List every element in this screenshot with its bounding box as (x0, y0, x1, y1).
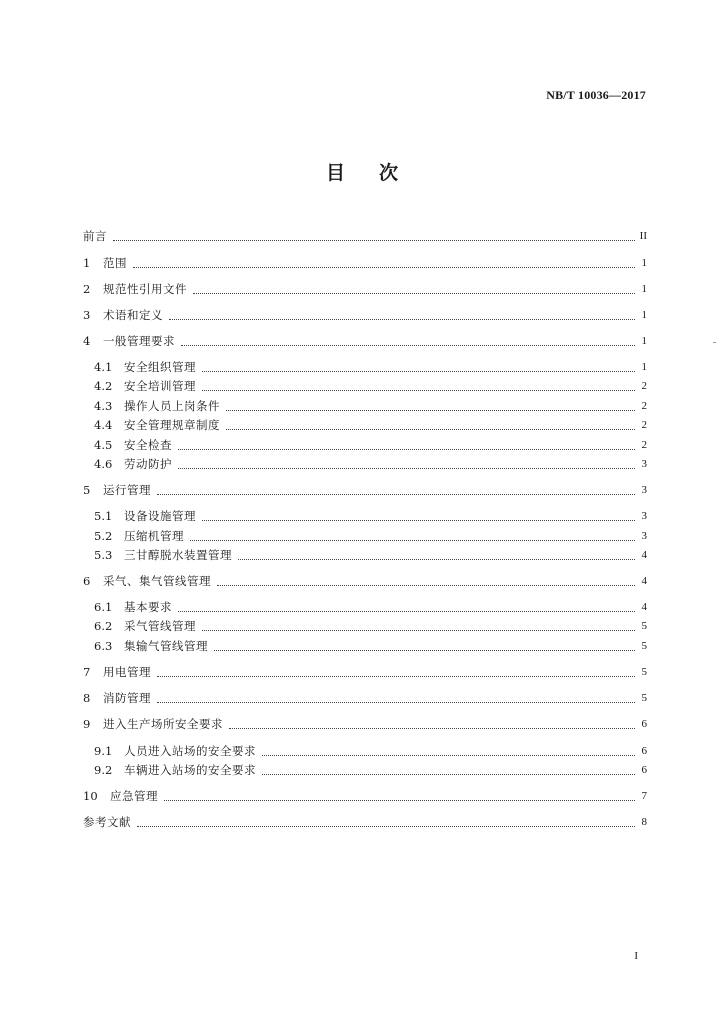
toc-leader-dots (262, 755, 635, 756)
toc-leader-dots (226, 410, 635, 411)
toc-entry-4-5[interactable] (94, 437, 647, 453)
toc-entry-6-2[interactable] (94, 618, 647, 634)
toc-entry-8[interactable] (83, 690, 647, 706)
toc-leader-dots (226, 429, 635, 430)
toc-entry-label: 采气、集气管线管理 (103, 574, 211, 588)
toc-entry-page: 2 (641, 439, 647, 451)
toc-entry-label: 范围 (103, 256, 127, 270)
toc-leader-dots (202, 371, 635, 372)
toc-leader-dots (217, 585, 635, 586)
toc-entry-page: 5 (641, 640, 647, 652)
toc-entry-6-3[interactable] (94, 638, 647, 654)
toc-entry-number: 4.1 (94, 360, 113, 374)
toc-leader-dots (164, 800, 635, 801)
toc-entry-page: 2 (641, 380, 647, 392)
toc-entry-page: 5 (641, 692, 647, 704)
toc-entry-label: 人员进入站场的安全要求 (124, 744, 256, 758)
toc-entry-label: 参考文献 (83, 815, 131, 829)
toc-entry-6[interactable] (83, 573, 647, 589)
toc-entry-page: 1 (641, 335, 647, 347)
toc-entry-label: 压缩机管理 (124, 529, 184, 543)
standard-number: NB/T 10036—2017 (546, 88, 646, 102)
toc-leader-dots (113, 240, 635, 241)
toc-entry-3[interactable] (83, 307, 647, 323)
toc-entry-page: II (639, 230, 647, 242)
toc-entry-label: 用电管理 (103, 665, 151, 679)
toc-entry-1[interactable] (83, 255, 647, 271)
toc-leader-dots (229, 728, 635, 729)
toc-entry-4-4[interactable] (94, 417, 647, 433)
toc-entry-number: 4 (83, 334, 91, 348)
toc-entry-6-1[interactable] (94, 599, 647, 615)
toc-entry-page: 2 (641, 400, 647, 412)
toc-entry-number: 9 (83, 717, 91, 731)
toc-entry-label: 设备设施管理 (124, 509, 196, 523)
toc-entry-number: 5 (83, 483, 91, 497)
toc-entry-5[interactable] (83, 482, 647, 498)
toc-entry-label: 采气管线管理 (124, 619, 196, 633)
toc-entry-number: 6.1 (94, 600, 113, 614)
toc-entry-10[interactable] (83, 788, 647, 804)
toc-entry-4-2[interactable] (94, 378, 647, 394)
toc-leader-dots (157, 676, 635, 677)
toc-entry-number: 8 (83, 691, 91, 705)
toc-entry-page: 6 (641, 745, 647, 757)
toc-leader-dots (202, 390, 635, 391)
toc-entry-2[interactable] (83, 281, 647, 297)
toc-entry-page: 1 (641, 309, 647, 321)
toc-entry-page: 5 (641, 620, 647, 632)
toc-entry-label: 三甘醇脱水装置管理 (124, 548, 232, 562)
page-title-char-2: 次 (379, 162, 399, 184)
toc-entry-label: 规范性引用文件 (103, 282, 187, 296)
toc-leader-dots (214, 650, 635, 651)
toc-leader-dots (178, 468, 635, 469)
scan-mark (713, 342, 716, 343)
toc-entry-number: 5.1 (94, 509, 113, 523)
toc-entry-number: 4.5 (94, 438, 113, 452)
toc-leader-dots (137, 826, 635, 827)
toc-entry-label: 术语和定义 (103, 308, 163, 322)
toc-entry-number: 3 (83, 308, 91, 322)
toc-entry-4-1[interactable] (94, 359, 647, 375)
toc-entry-number: 5.2 (94, 529, 113, 543)
toc-entry-page: 2 (641, 419, 647, 431)
toc-leader-dots (169, 319, 635, 320)
toc-entry-label: 集输气管线管理 (124, 639, 208, 653)
toc-entry-number: 6.3 (94, 639, 113, 653)
toc-entry-label: 车辆进入站场的安全要求 (124, 763, 256, 777)
toc-leader-dots (262, 774, 635, 775)
toc-entry-label: 一般管理要求 (103, 334, 175, 348)
toc-entry-label: 消防管理 (103, 691, 151, 705)
toc-entry-page: 1 (641, 361, 647, 373)
toc-entry-5-2[interactable] (94, 528, 647, 544)
toc-entry-number: 7 (83, 665, 91, 679)
toc-entry-label: 前言 (83, 229, 107, 243)
toc-entry-4-3[interactable] (94, 398, 647, 414)
toc-leader-dots (157, 494, 635, 495)
toc-entry-number: 4.2 (94, 379, 113, 393)
toc-leader-dots (193, 293, 635, 294)
toc-entry-page: 6 (641, 764, 647, 776)
toc-entry-number: 9.2 (94, 763, 113, 777)
toc-entry-label: 应急管理 (110, 789, 158, 803)
toc-entry-number: 2 (83, 282, 91, 296)
toc-entry-page: 3 (641, 458, 647, 470)
toc-entry-page: 3 (641, 530, 647, 542)
toc-entry-page: 6 (641, 718, 647, 730)
toc-entry-7[interactable] (83, 664, 647, 680)
toc-leader-dots (202, 520, 635, 521)
toc-entry-bibliography[interactable] (83, 814, 647, 830)
page-title-char-1: 目 (325, 162, 345, 184)
toc-entry-label: 操作人员上岗条件 (124, 399, 220, 413)
toc-entry-label: 安全组织管理 (124, 360, 196, 374)
toc-leader-dots (133, 267, 635, 268)
toc-entry-number: 9.1 (94, 744, 113, 758)
toc-entry-label: 安全培训管理 (124, 379, 196, 393)
toc-entry-number: 6.2 (94, 619, 113, 633)
page-title (0, 158, 724, 185)
toc-leader-dots (181, 345, 635, 346)
toc-entry-4[interactable] (83, 333, 647, 349)
toc-entry-number: 1 (83, 256, 91, 270)
toc-leader-dots (178, 449, 635, 450)
toc-entry-label: 运行管理 (103, 483, 151, 497)
toc-entry-page: 8 (641, 816, 647, 828)
toc-entry-page: 7 (641, 790, 647, 802)
toc-entry-number: 5.3 (94, 548, 113, 562)
toc-entry-page: 3 (641, 484, 647, 496)
toc-entry-number: 4.6 (94, 457, 113, 471)
toc-entry-5-3[interactable] (94, 547, 647, 563)
toc-entry-page: 1 (641, 257, 647, 269)
toc-entry-page: 3 (641, 510, 647, 522)
toc-entry-preface[interactable] (83, 228, 647, 244)
page-number: I (634, 950, 638, 962)
toc-entry-page: 4 (641, 601, 647, 613)
toc-entry-page: 1 (641, 283, 647, 295)
toc-leader-dots (238, 559, 635, 560)
toc-leader-dots (178, 611, 635, 612)
toc-entry-page: 5 (641, 666, 647, 678)
toc-entry-label: 劳动防护 (124, 457, 172, 471)
toc-entry-number: 10 (83, 789, 98, 803)
toc-entry-label: 进入生产场所安全要求 (103, 717, 223, 731)
toc-entry-label: 基本要求 (124, 600, 172, 614)
toc-entry-page: 4 (641, 549, 647, 561)
toc-entry-9-1[interactable] (94, 743, 647, 759)
toc-entry-number: 4.4 (94, 418, 113, 432)
toc-entry-9[interactable] (83, 716, 647, 732)
toc-entry-page: 4 (641, 575, 647, 587)
toc-entry-label: 安全检查 (124, 438, 172, 452)
toc-entry-number: 6 (83, 574, 91, 588)
toc-entry-9-2[interactable] (94, 762, 647, 778)
toc-entry-number: 4.3 (94, 399, 113, 413)
toc-leader-dots (190, 540, 635, 541)
toc-entry-label: 安全管理规章制度 (124, 418, 220, 432)
toc-entry-5-1[interactable] (94, 508, 647, 524)
toc-leader-dots (202, 630, 635, 631)
toc-leader-dots (157, 702, 635, 703)
toc-entry-4-6[interactable] (94, 456, 647, 472)
